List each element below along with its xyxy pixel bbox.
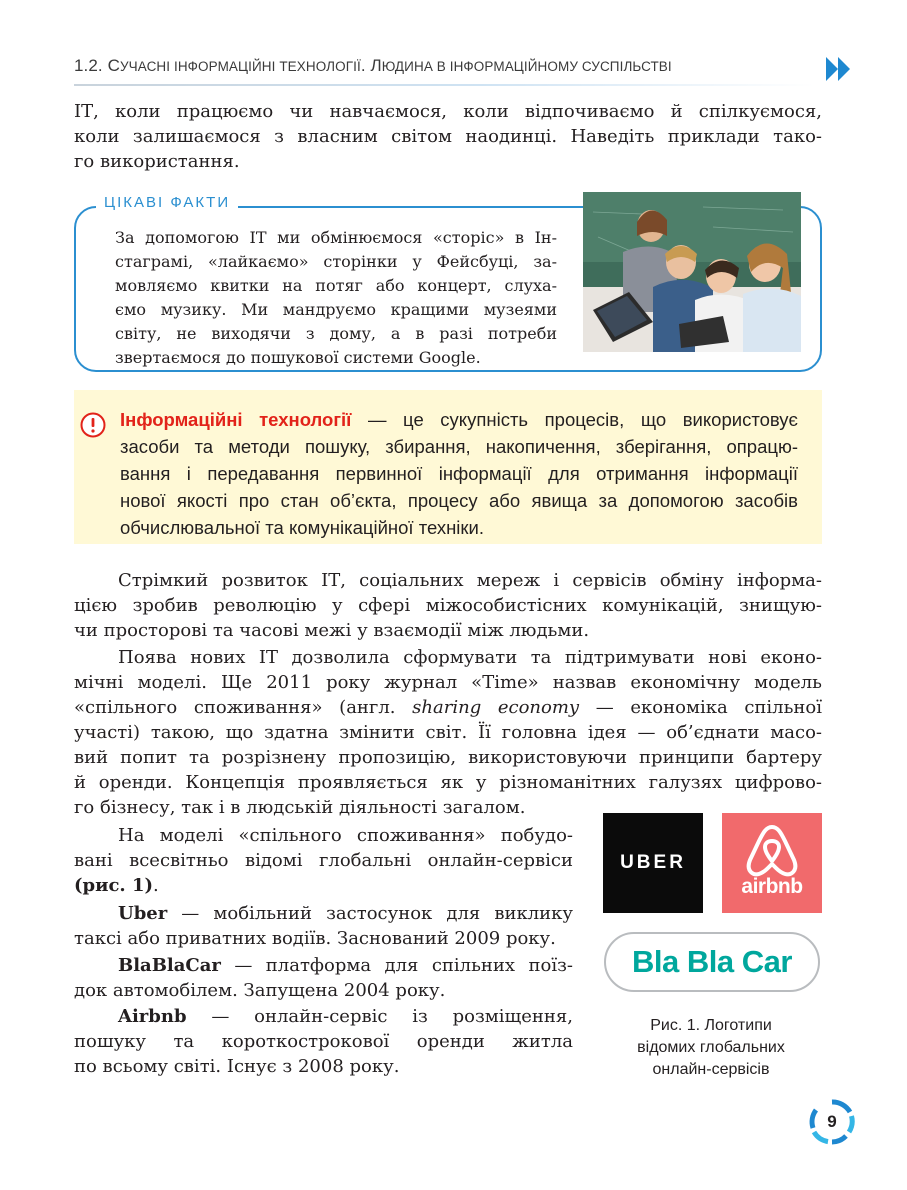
p2-line-5: вий попит та розрізнену пропозицію, використовуючи принципи бартеру bbox=[74, 747, 822, 768]
intro-line-2: коли залишаємося з власним світом наодинці. Наведіть приклади тако- bbox=[74, 126, 822, 147]
blablacar-logo: Bla Bla Car bbox=[604, 932, 820, 992]
caption-line-3: онлайн-сервісів bbox=[652, 1061, 770, 1078]
paragraph-3 bbox=[74, 823, 573, 898]
definition-line-5: обчислювальної та комунікаційної техніки. bbox=[120, 517, 484, 538]
title-separator: . bbox=[360, 56, 371, 75]
definition-text bbox=[120, 406, 798, 541]
facts-line-6: звертаємося до пошукової системи Google. bbox=[115, 348, 481, 367]
airbnb-wordmark: airbnb bbox=[741, 875, 803, 898]
blablacar-line-1-rest: — платформа для спільних поїз- bbox=[220, 955, 573, 976]
p3-line-3-post: . bbox=[153, 875, 159, 896]
p2-line-1: Поява нових ІТ дозволила сформувати та підтримувати нові еконо- bbox=[118, 647, 822, 668]
airbnb-line-1-rest: — онлайн-сервіс із розміщення, bbox=[186, 1006, 573, 1027]
facts-text bbox=[115, 226, 557, 370]
p3-line-1: На моделі «спільного споживання» побудо- bbox=[118, 825, 573, 846]
definition-term: Інформаційні технології bbox=[120, 409, 352, 430]
sharing-economy-term: sharing economy bbox=[412, 697, 580, 718]
p2-line-3 bbox=[74, 695, 822, 720]
p2-line-2: мічні моделі. Ще 2011 року журнал «Time» назвав економічну модель bbox=[74, 672, 822, 693]
facts-line-2: стаграмі, «лайкаємо» сторінки у Фейсбуці, за- bbox=[115, 252, 557, 271]
section-number: 1.2. bbox=[74, 56, 108, 75]
facts-line-4: ємо музику. Ми мандруємо кращими музеями bbox=[115, 300, 557, 319]
airbnb-line-3: по всьому світі. Існує з 2008 року. bbox=[74, 1056, 400, 1077]
definition-line-1-rest: — це сукупність процесів, що використовує bbox=[351, 409, 798, 430]
uber-line-1-rest: — мобільний застосунок для виклику bbox=[167, 903, 573, 924]
definition-line-3: вання і передавання первинної інформації для отримання інформації bbox=[120, 463, 798, 484]
definition-line-2: засоби та методи пошуку, збирання, накопичення, зберігання, опрацю- bbox=[120, 436, 798, 457]
definition-line-4: нової якості про стан об’єкта, процесу або явища за допомогою засобів bbox=[120, 490, 798, 511]
header-rule bbox=[74, 84, 814, 86]
facts-line-1: За допомогою ІТ ми обмінюємося «сторіс» в Ін- bbox=[115, 228, 557, 247]
facts-line-5: світу, не виходячи з дому, а в разі потреби bbox=[115, 324, 557, 343]
caption-line-2: відомих глобальних bbox=[637, 1039, 785, 1056]
p3-line-2: вані всесвітньо відомі глобальні онлайн-сервіси bbox=[74, 850, 573, 871]
intro-line-1: ІТ, коли працюємо чи навчаємося, коли відпочиваємо й спілкуємося, bbox=[74, 101, 822, 122]
paragraph-2 bbox=[74, 645, 822, 820]
caption-line-1: Рис. 1. Логотипи bbox=[650, 1017, 772, 1034]
airbnb-line-1 bbox=[74, 1004, 573, 1029]
title-part1: УЧАСНІ ІНФОРМАЦІЙНІ ТЕХНОЛОГІЇ bbox=[119, 59, 361, 74]
intro-paragraph bbox=[74, 99, 822, 174]
title-part1-cap: С bbox=[107, 56, 120, 75]
p2-line-3-pre: «спільного споживання» (англ. bbox=[74, 697, 413, 718]
blablacar-paragraph bbox=[74, 953, 573, 1003]
blablacar-line-1 bbox=[74, 953, 573, 978]
students-photo bbox=[583, 192, 801, 352]
airbnb-name: Airbnb bbox=[118, 1006, 187, 1027]
p2-line-6: й оренди. Концепція проявляється як у різноманітних галузях цифрово- bbox=[74, 772, 822, 793]
airbnb-paragraph bbox=[74, 1004, 573, 1079]
p1-line-1: Стрімкий розвиток ІТ, соціальних мереж і сервісів обміну інформа- bbox=[118, 570, 822, 591]
page-number: 9 bbox=[827, 1112, 837, 1131]
p2-line-3-post: — економіка спільної bbox=[579, 697, 823, 718]
double-chevron-right-icon bbox=[824, 54, 854, 84]
uber-logo: UBER bbox=[603, 813, 703, 913]
running-header bbox=[74, 56, 672, 76]
uber-line-1 bbox=[74, 901, 573, 926]
figure-caption bbox=[600, 1015, 822, 1081]
title-part2-cap: Л bbox=[370, 56, 382, 75]
blablacar-line-2: док автомобілем. Запущена 2004 року. bbox=[74, 980, 446, 1001]
uber-name: Uber bbox=[118, 903, 168, 924]
p3-line-3 bbox=[74, 873, 573, 898]
p2-line-4: участі) такою, що здатна змінити світ. Її головна ідея — об’єднати масо- bbox=[74, 722, 822, 743]
uber-paragraph bbox=[74, 901, 573, 951]
p2-line-7: го бізнесу, так і в людській діяльності загалом. bbox=[74, 797, 526, 818]
p1-line-2: цією зробив революцію у сфері міжособистісних комунікацій, знищую- bbox=[74, 595, 822, 616]
figure-reference: (рис. 1) bbox=[74, 875, 153, 896]
airbnb-line-2: пошуку та короткострокової оренди житла bbox=[74, 1031, 573, 1052]
exclamation-circle-icon bbox=[80, 412, 106, 438]
facts-title: ЦІКАВІ ФАКТИ bbox=[96, 194, 238, 211]
blablacar-name: BlaBlaCar bbox=[118, 955, 221, 976]
paragraph-1 bbox=[74, 568, 822, 643]
facts-line-3: мовляємо квитки на потяг або концерт, слуха- bbox=[115, 276, 557, 295]
uber-line-2: таксі або приватних водіїв. Заснований 2009 року. bbox=[74, 928, 556, 949]
intro-line-3: го використання. bbox=[74, 151, 240, 172]
p1-line-3: чи просторові та часові межі у взаємодії між людьми. bbox=[74, 620, 590, 641]
title-part2: ЮДИНА В ІНФОРМАЦІЙНОМУ СУСПІЛЬСТВІ bbox=[381, 59, 672, 74]
airbnb-logo bbox=[722, 813, 822, 913]
definition-line-1 bbox=[120, 406, 798, 433]
